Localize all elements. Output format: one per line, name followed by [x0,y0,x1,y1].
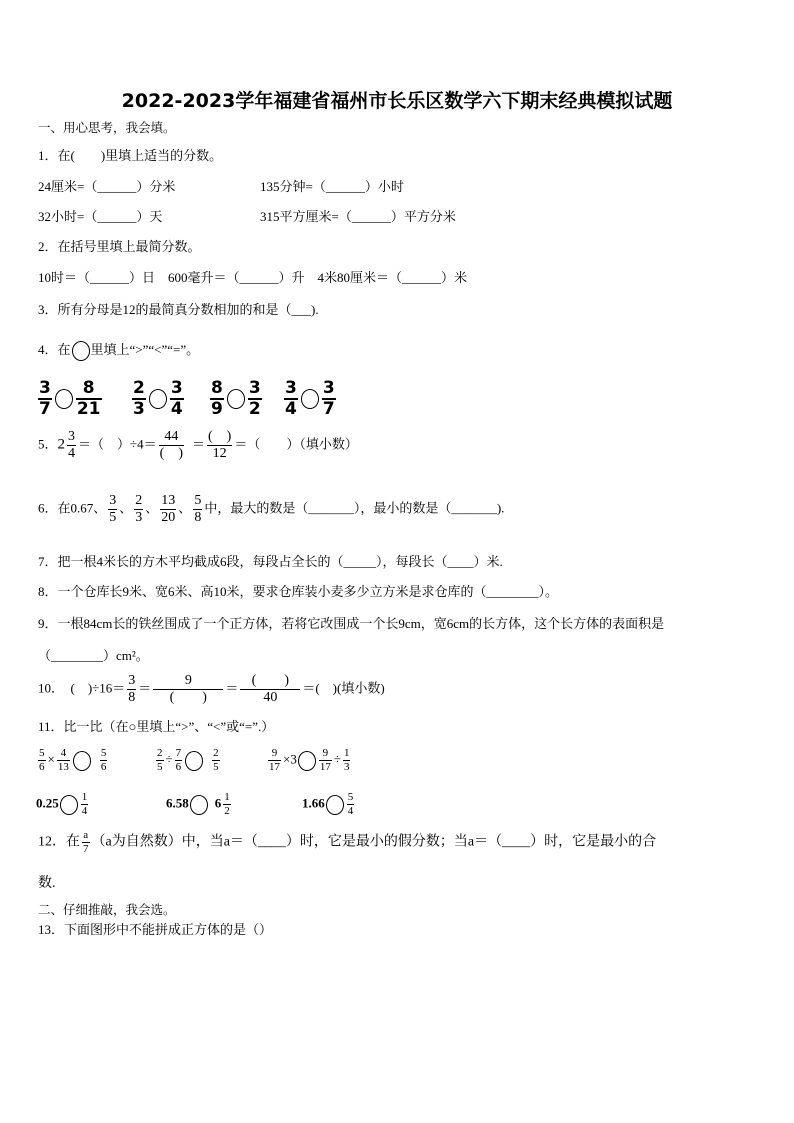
q7-stem: 7．把一根4米长的方木平均截成6段，每段占全长的（_____），每段长（____）米. [38,554,503,569]
fraction: $\frac{8}{21}$ [76,378,101,419]
fraction: $\frac{9}{( )}$ [153,674,223,705]
q12-post: （a为自然数）中，当a＝（____）时，它是最小的假分数；当a＝（____）时，它是最小的合 [91,834,657,850]
q5-whole: 2 [57,436,66,453]
q3-stem: 3．所有分母是12的最简真分数相加的和是（___). [38,302,319,317]
fraction: $\frac{a}{7}$ [83,829,89,855]
fraction: $\frac{3}{4}$ [170,378,183,419]
page-title: 2022-2023学年福建省福州市长乐区数学六下期末经典模拟试题 [121,90,673,112]
q12-pre: 12．在 [38,834,80,850]
q10-line: 10． ( )÷16＝ $\frac{3}{8}$ ＝ $\frac{9}{( )}$ ＝ $\frac{( )}{40}$ ＝( )(填小数) [38,673,385,705]
q5-line [38,430,358,461]
section-2-heading: 二、仔细推敲，我会选。 [38,902,176,917]
fraction: $\frac{5}{6}$ [39,747,45,773]
compare-circle [149,389,167,409]
compare-circle [185,751,203,771]
q10-pre: 10． ( )÷16＝ [38,680,126,696]
compare-circle [301,389,319,409]
fraction: $\frac{( )}{12}$ [208,429,232,461]
section-1-heading: 一、用心思考，我会填。 [38,120,176,135]
q6-post: 中，最大的数是（_______），最小的数是（_______). [204,500,505,516]
q8-stem: 8．一个仓库长9米、宽6米、高10米，要求仓库装小麦多少立方米是求仓库的（________）。 [38,584,559,599]
q4-pre: 4．在 [38,342,71,357]
q2-stem: 2．在括号里填上最简分数。 [38,239,201,254]
fraction: $\frac{1}{4}$ [81,791,88,817]
q5-tail: ＝（ ）（填小数） [234,436,358,452]
fraction: $\frac{3}{2}$ [248,378,261,419]
q4-pair-3 [208,380,264,418]
fraction: $\frac{3}{5}$ [109,493,117,525]
q12-line2: 数. [38,876,56,891]
fraction: $\frac{2}{3}$ [135,493,143,525]
fraction: $\frac{44}{( )}$ [159,429,183,461]
q5-label: 5． [38,436,58,452]
fraction: $\frac{2}{5}$ [213,747,219,773]
q11-r2-c2: 6.58 6 $\frac{1}{2}$ [166,791,230,817]
fraction: $\frac{1}{2}$ [224,791,230,817]
fraction: $\frac{3}{7}$ [322,378,335,419]
q6-line: 6．在0.67、 $\frac{3}{5}$ 、 $\frac{2}{3}$ 、 $\frac{13}{20}$ 、 $\frac{5}{8}$ 中，最大的数是（_______），最小的数是（_______). [38,493,505,525]
q1-d: 315平方厘米=（______）平方分米 [260,209,456,224]
compare-circle [72,341,90,361]
q4-post: 里填上“>”“<”“=”。 [90,342,200,357]
q5-eq1: ＝（ ）÷4＝ [78,436,157,452]
q4-pair-1 [36,380,104,418]
compare-circle [227,389,245,409]
q1-b: 135分钟=（______）小时 [260,179,404,194]
q4-pair-2 [130,380,186,418]
compare-circle [326,795,344,815]
compare-circle [73,751,91,771]
fraction: $\frac{( )}{40}$ [240,674,300,705]
compare-circle [298,751,316,771]
q6-pre: 6．在0.67、 [38,500,107,516]
q4-pair-4 [282,380,338,418]
q2-line: 10时＝（______）日 600毫升＝（______）升 4米80厘米＝（______）米 [38,270,468,285]
fraction: $\frac{4}{13}$ [57,747,69,773]
fraction: $\frac{3}{8}$ [128,673,136,705]
fraction: $\frac{5}{6}$ [100,747,107,773]
fraction: $\frac{3}{4}$ [68,429,76,461]
fraction: $\frac{7}{6}$ [175,747,182,773]
q11-r1-c2: $\frac{2}{5}$ ÷ $\frac{7}{6}$ $\frac{2}{5}$ [157,747,219,773]
q11-r2-c3: 1.66 $\frac{5}{4}$ [302,791,354,817]
fraction: $\frac{5}{8}$ [194,493,202,525]
fraction: $\frac{9}{17}$ [319,747,331,773]
fraction: $\frac{2}{5}$ [157,747,163,773]
q11-r2-c1: 0.25 $\frac{1}{4}$ [36,791,88,817]
q4-stem [38,340,199,361]
q1-a: 24厘米=（______）分米 [38,179,176,194]
q11-r1-c3: $\frac{9}{17}$ ×3 $\frac{9}{17}$ ÷ $\frac{1}{3}$ [269,747,350,773]
q10-tail: ＝( )(填小数) [302,680,385,696]
compare-circle [55,389,73,409]
compare-circle [190,795,208,815]
compare-circle [60,795,78,815]
fraction: $\frac{13}{20}$ [161,493,176,525]
fraction: $\frac{8}{9}$ [211,378,223,419]
fraction: $\frac{3}{7}$ [39,378,51,419]
q9-line1: 9．一根84cm长的铁丝围成了一个正方体，若将它改围成一个长9cm，宽6cm的长方体，这个长方体的表面积是 [38,616,665,631]
q11-stem: 11．比一比（在○里填上“>”、“<”或“=”.） [38,719,275,734]
q1-c: 32小时=（______）天 [38,209,163,224]
q9-line2: （________）cm²。 [38,648,149,663]
q5-eq2: ＝ [191,436,205,452]
q12-line1 [38,830,656,855]
q13-stem: 13．下面图形中不能拼成正方体的是（） [38,922,273,937]
fraction: $\frac{2}{3}$ [133,378,145,419]
fraction: $\frac{1}{3}$ [343,747,350,773]
fraction: $\frac{3}{4}$ [285,378,297,419]
fraction: $\frac{9}{17}$ [269,747,280,773]
q1-stem: 1．在( )里填上适当的分数。 [38,148,223,163]
q11-r1-c1: $\frac{5}{6}$ × $\frac{4}{13}$ $\frac{5}{6}$ [39,747,107,773]
fraction: $\frac{5}{4}$ [347,791,354,817]
